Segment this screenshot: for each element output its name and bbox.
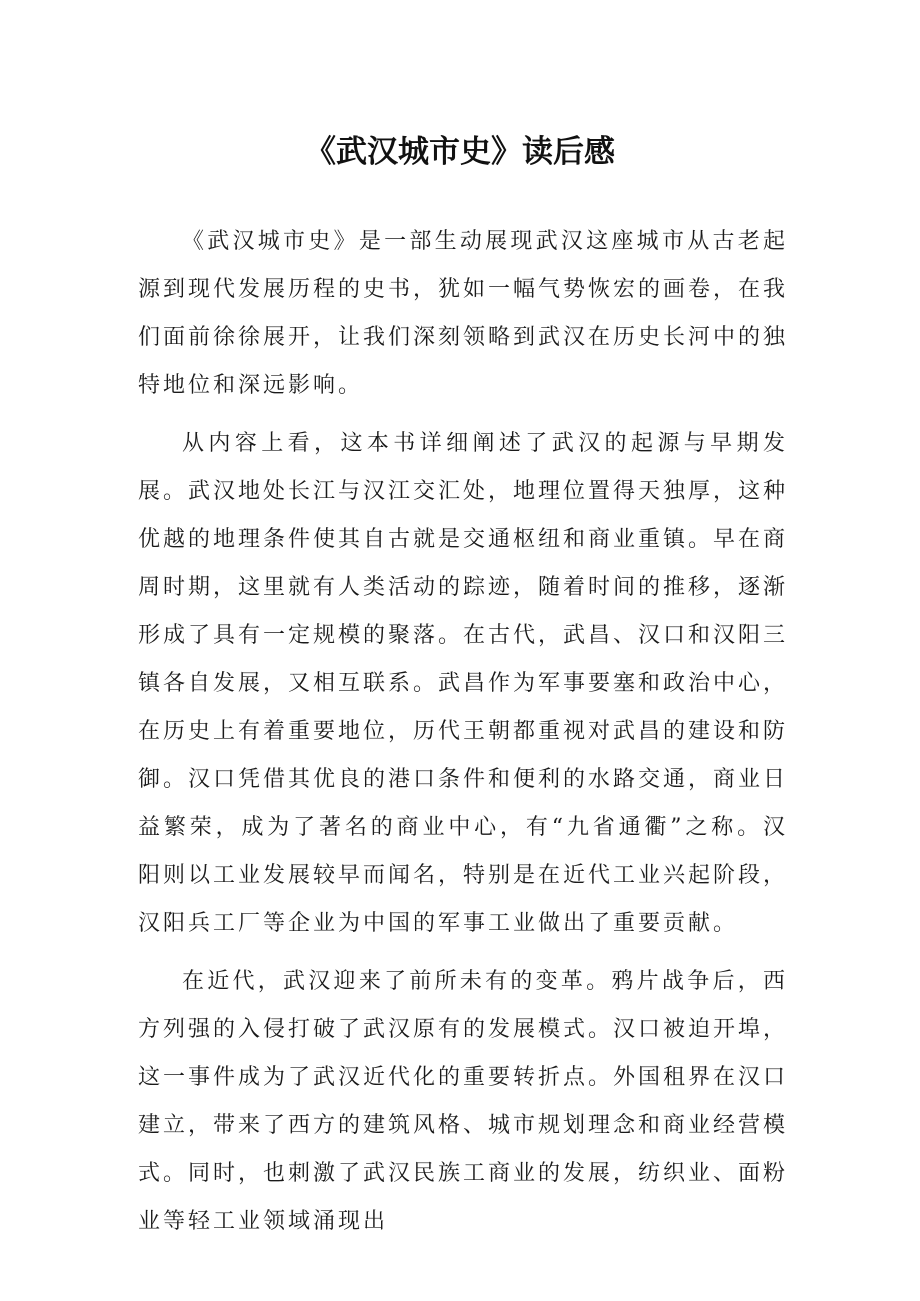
paragraph-modern-era: 在近代，武汉迎来了前所未有的变革。鸦片战争后，西方列强的入侵打破了武汉原有的发展模式。汉口被迫开埠，这一事件成为了武汉近代化的重要转折点。外国租界在汉口建立，带来了西方的建筑风格、城市规划理念和商业经营模式。同时，也刺激了武汉民族工商业的发展，纺织业、面粉业等轻工业领域涌现出 — [138, 969, 789, 1234]
paragraph-origins: 从内容上看，这本书详细阐述了武汉的起源与早期发展。武汉地处长江与汉江交汇处，地理位置得天独厚，这种优越的地理条件使其自古就是交通枢纽和商业重镇。早在商周时期，这里就有人类活动的踪迹，随着时间的推移，逐渐形成了具有一定规模的聚落。在古代，武昌、汉口和汉阳三镇各自发展，又相互联系。武昌作为军事要塞和政治中心，在历史上有着重要地位，历代王朝都重视对武昌的建设和防御。汉口凭借其优良的港口条件和便利的水路交通，商业日益繁荣，成为了著名的商业中心，有“九省通衢”之称。汉阳则以工业发展较早而闻名，特别是在近代工业兴起阶段，汉阳兵工厂等企业为中国的军事工业做出了重要贡献。 — [138, 431, 789, 936]
document-body — [138, 218, 788, 1256]
document-title: 《武汉城市史》读后感 — [305, 134, 615, 170]
paragraph-intro: 《武汉城市史》是一部生动展现武汉这座城市从古老起源到现代发展历程的史书，犹如一幅气势恢宏的画卷，在我们面前徐徐展开，让我们深刻领略到武汉在历史长河中的独特地位和深远影响。 — [138, 229, 789, 398]
